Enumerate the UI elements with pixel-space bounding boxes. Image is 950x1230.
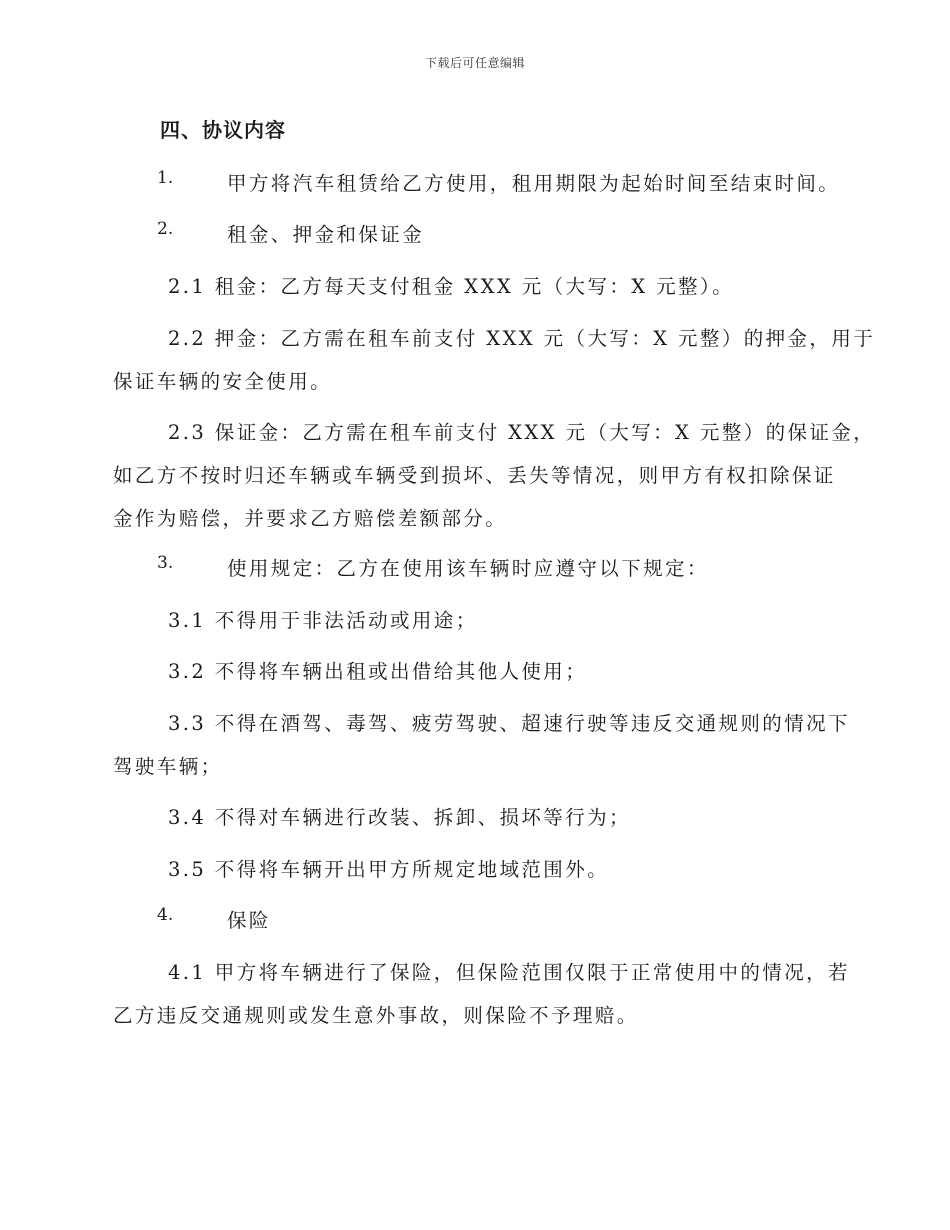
- paragraph-3-2: 3.2 不得将车辆出租或出借给其他人使用；: [168, 660, 588, 683]
- paragraph-2-3-line-3: 金作为赔偿，并要求乙方赔偿差额部分。: [113, 507, 508, 530]
- list-number: 3.: [157, 553, 174, 573]
- paragraph-3-5: 3.5 不得将车辆开出甲方所规定地域范围外。: [168, 858, 610, 881]
- paragraph-2-1: 2.1 租金：乙方每天支付租金 XXX 元（大写：X 元整）。: [168, 275, 734, 298]
- paragraph-2-3-line-1: 2.3 保证金：乙方需在租车前支付 XXX 元（大写：X 元整）的保证金，: [168, 421, 876, 444]
- list-number: 2.: [157, 219, 174, 239]
- page-header: 下载后可任意编辑: [424, 56, 525, 70]
- list-number: 4.: [157, 905, 174, 925]
- paragraph-3-3-line-2: 驾驶车辆；: [113, 755, 223, 778]
- paragraph-3-1: 3.1 不得用于非法活动或用途；: [168, 609, 478, 632]
- paragraph-3-3-line-1: 3.3 不得在酒驾、毒驾、疲劳驾驶、超速行驶等违反交通规则的情况下: [168, 712, 850, 735]
- paragraph-3-4: 3.4 不得对车辆进行改装、拆卸、损坏等行为；: [168, 806, 631, 829]
- list-text: 保险: [227, 909, 271, 932]
- list-text: 使用规定：乙方在使用该车辆时应遵守以下规定：: [227, 557, 709, 580]
- paragraph-2-2-line-2: 保证车辆的安全使用。: [113, 370, 333, 393]
- paragraph-4-1-line-1: 4.1 甲方将车辆进行了保险，但保险范围仅限于正常使用中的情况，若: [168, 961, 850, 984]
- paragraph-2-2-line-1: 2.2 押金：乙方需在租车前支付 XXX 元（大写：X 元整）的押金，用于: [168, 327, 876, 350]
- paragraph-2-3-line-2: 如乙方不按时归还车辆或车辆受到损坏、丢失等情况，则甲方有权扣除保证: [113, 464, 836, 487]
- paragraph-4-1-line-2: 乙方违反交通规则或发生意外事故，则保险不予理赔。: [113, 1004, 639, 1027]
- list-number: 1.: [157, 168, 174, 188]
- section-heading: 四、协议内容: [160, 118, 286, 142]
- list-text: 甲方将汽车租赁给乙方使用，租用期限为起始时间至结束时间。: [227, 172, 841, 195]
- list-text: 租金、押金和保证金: [227, 223, 425, 246]
